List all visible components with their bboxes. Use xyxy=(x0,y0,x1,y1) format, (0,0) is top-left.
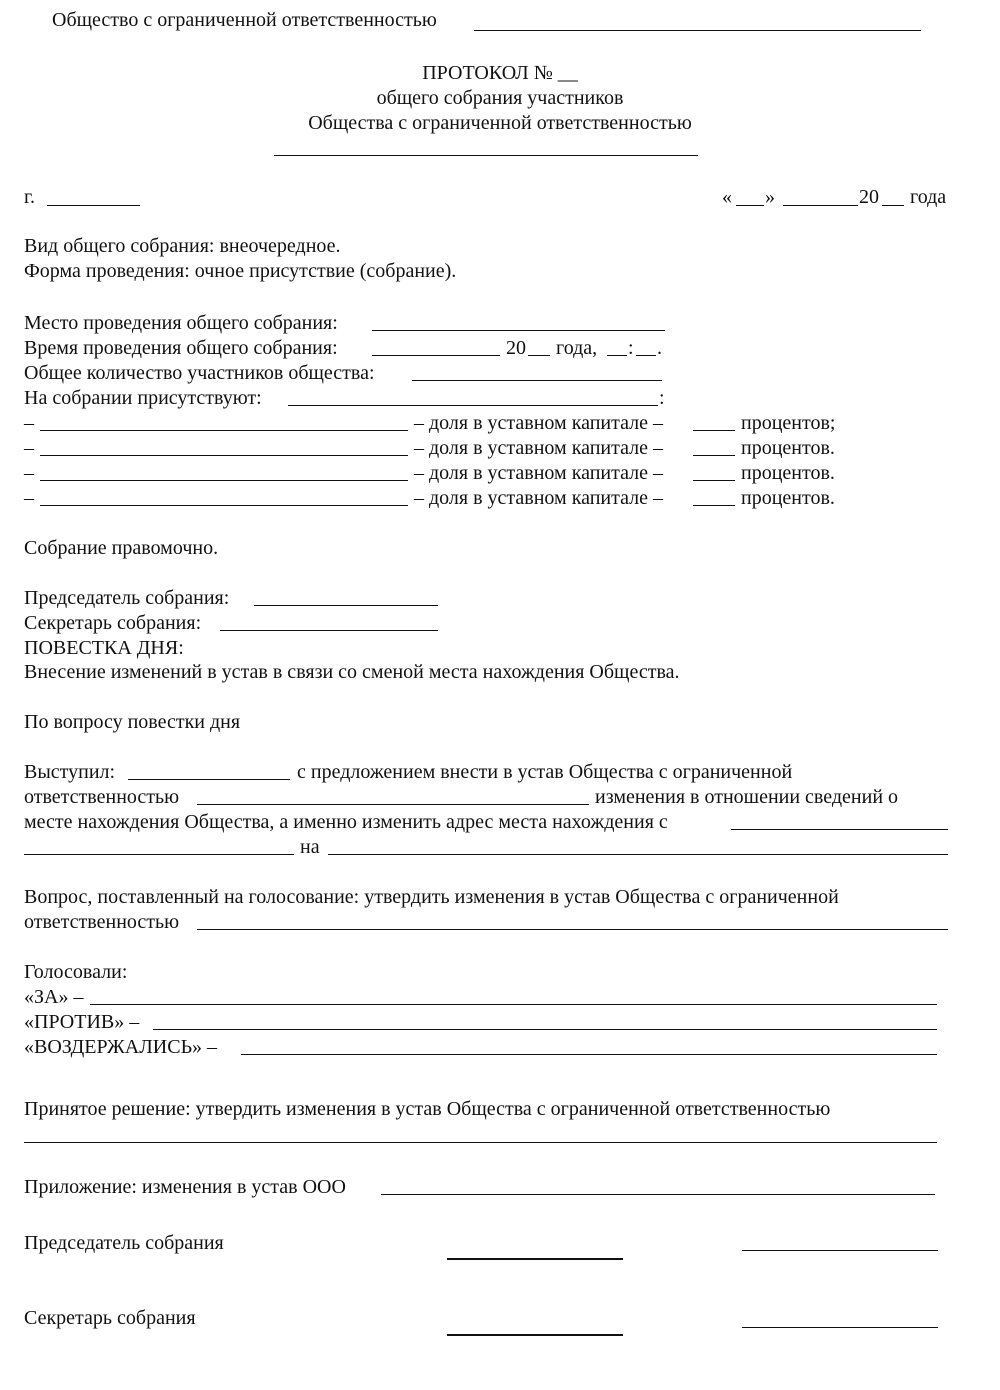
vote-question-line1: Вопрос, поставленный на голосование: утвердить изменения в устав Общества с ограниченной xyxy=(24,886,839,908)
date-year-field[interactable] xyxy=(882,205,904,206)
on-question-text: По вопросу повестки дня xyxy=(24,711,241,733)
date-open-quote: « xyxy=(722,186,732,208)
proposal-text: с предложением внести в устав Общества с ограниченной xyxy=(297,761,793,783)
participant-name-field[interactable] xyxy=(40,480,408,481)
changes-text: изменения в отношении сведений о xyxy=(595,786,899,808)
present-colon: : xyxy=(659,387,665,409)
quorum-text: Собрание правомочно. xyxy=(24,537,219,559)
chair-signature-field[interactable] xyxy=(447,1258,623,1260)
participant-share-text: – доля в уставном капитале – xyxy=(414,487,664,509)
secretary-name-field[interactable] xyxy=(742,1327,938,1328)
participant-name-field[interactable] xyxy=(40,430,408,431)
location-text: месте нахождения Общества, а именно изменить адрес места нахождения с xyxy=(24,811,668,833)
count-field[interactable] xyxy=(412,380,662,381)
protocol-org-name-field[interactable] xyxy=(274,155,698,156)
chair-label: Председатель собрания: xyxy=(24,587,230,609)
city-field[interactable] xyxy=(47,205,140,206)
org-prefix: Общество с ограниченной ответственностью xyxy=(52,9,437,31)
place-field[interactable] xyxy=(372,330,665,331)
speech-org-field[interactable] xyxy=(197,804,589,805)
time-year-suffix: года, xyxy=(556,337,598,359)
time-end: . xyxy=(657,337,662,359)
attachment-field[interactable] xyxy=(381,1194,935,1195)
secretary-label: Секретарь собрания: xyxy=(24,612,202,634)
time-year-prefix: 20 xyxy=(506,337,526,359)
participant-name-field[interactable] xyxy=(40,455,408,456)
time-colon: : xyxy=(628,337,634,359)
signature-secretary-label: Секретарь собрания xyxy=(24,1307,196,1329)
participant-dash: – xyxy=(24,412,34,434)
org-name-field[interactable] xyxy=(474,30,921,31)
time-minutes-field[interactable] xyxy=(636,355,656,356)
votes-for-label: «ЗА» – xyxy=(24,986,84,1008)
vote-question-line2: ответственностью xyxy=(24,911,180,933)
resp-text: ответственностью xyxy=(24,786,180,808)
time-date-field[interactable] xyxy=(372,355,500,356)
agenda-heading: ПОВЕСТКА ДНЯ: xyxy=(24,637,184,659)
participant-share-text: – доля в уставном капитале – xyxy=(414,437,664,459)
attachment-text: Приложение: изменения в устав ООО xyxy=(24,1176,346,1198)
secretary-field[interactable] xyxy=(220,630,438,631)
present-field[interactable] xyxy=(288,405,658,406)
count-label: Общее количество участников общества: xyxy=(24,362,375,384)
present-label: На собрании присутствуют: xyxy=(24,387,262,409)
participant-dash: – xyxy=(24,437,34,459)
participant-percent-field[interactable] xyxy=(693,505,735,506)
participant-percent-field[interactable] xyxy=(693,455,735,456)
old-address-continued-field[interactable] xyxy=(24,854,294,855)
time-hours-field[interactable] xyxy=(607,355,627,356)
participant-percent-label: процентов. xyxy=(741,487,835,509)
decision-field[interactable] xyxy=(24,1142,937,1143)
to-text: на xyxy=(300,836,320,858)
votes-for-field[interactable] xyxy=(90,1004,937,1005)
chair-field[interactable] xyxy=(254,605,438,606)
votes-abstain-label: «ВОЗДЕРЖАЛИСЬ» – xyxy=(24,1036,218,1058)
protocol-title: ПРОТОКОЛ № __ xyxy=(422,62,578,84)
city-prefix: г. xyxy=(24,186,35,208)
meeting-kind: Вид общего собрания: внеочередное. xyxy=(24,235,341,257)
secretary-signature-field[interactable] xyxy=(447,1334,623,1336)
participant-dash: – xyxy=(24,487,34,509)
date-month-field[interactable] xyxy=(783,205,858,206)
protocol-org-line: Общества с ограниченной ответственностью xyxy=(308,112,692,134)
protocol-subtitle: общего собрания участников xyxy=(376,87,624,109)
participant-percent-label: процентов; xyxy=(741,412,836,434)
signature-chair-label: Председатель собрания xyxy=(24,1232,224,1254)
time-label: Время проведения общего собрания: xyxy=(24,337,338,359)
new-address-field[interactable] xyxy=(328,854,948,855)
vote-question-org-field[interactable] xyxy=(197,929,948,930)
date-day-field[interactable] xyxy=(736,205,764,206)
participant-percent-field[interactable] xyxy=(693,430,735,431)
participant-percent-label: процентов. xyxy=(741,462,835,484)
date-suffix: года xyxy=(910,186,947,208)
participant-percent-field[interactable] xyxy=(693,480,735,481)
decision-text: Принятое решение: утвердить изменения в устав Общества с ограниченной ответственностью xyxy=(24,1098,831,1120)
speaker-field[interactable] xyxy=(128,779,290,780)
date-century: 20 xyxy=(859,186,879,208)
old-address-field[interactable] xyxy=(731,829,948,830)
participant-name-field[interactable] xyxy=(40,505,408,506)
spoke-label: Выступил: xyxy=(24,761,116,783)
agenda-item: Внесение изменений в устав в связи со сменой места нахождения Общества. xyxy=(24,661,680,683)
meeting-form: Форма проведения: очное присутствие (собрание). xyxy=(24,260,457,282)
participant-share-text: – доля в уставном капитале – xyxy=(414,412,664,434)
chair-name-field[interactable] xyxy=(742,1250,938,1251)
votes-abstain-field[interactable] xyxy=(241,1054,937,1055)
participant-percent-label: процентов. xyxy=(741,437,835,459)
votes-against-field[interactable] xyxy=(153,1029,937,1030)
votes-heading: Голосовали: xyxy=(24,961,128,983)
votes-against-label: «ПРОТИВ» – xyxy=(24,1011,140,1033)
time-year-field[interactable] xyxy=(528,355,550,356)
participant-dash: – xyxy=(24,462,34,484)
date-close-quote: » xyxy=(765,186,775,208)
participant-share-text: – доля в уставном капитале – xyxy=(414,462,664,484)
place-label: Место проведения общего собрания: xyxy=(24,312,338,334)
